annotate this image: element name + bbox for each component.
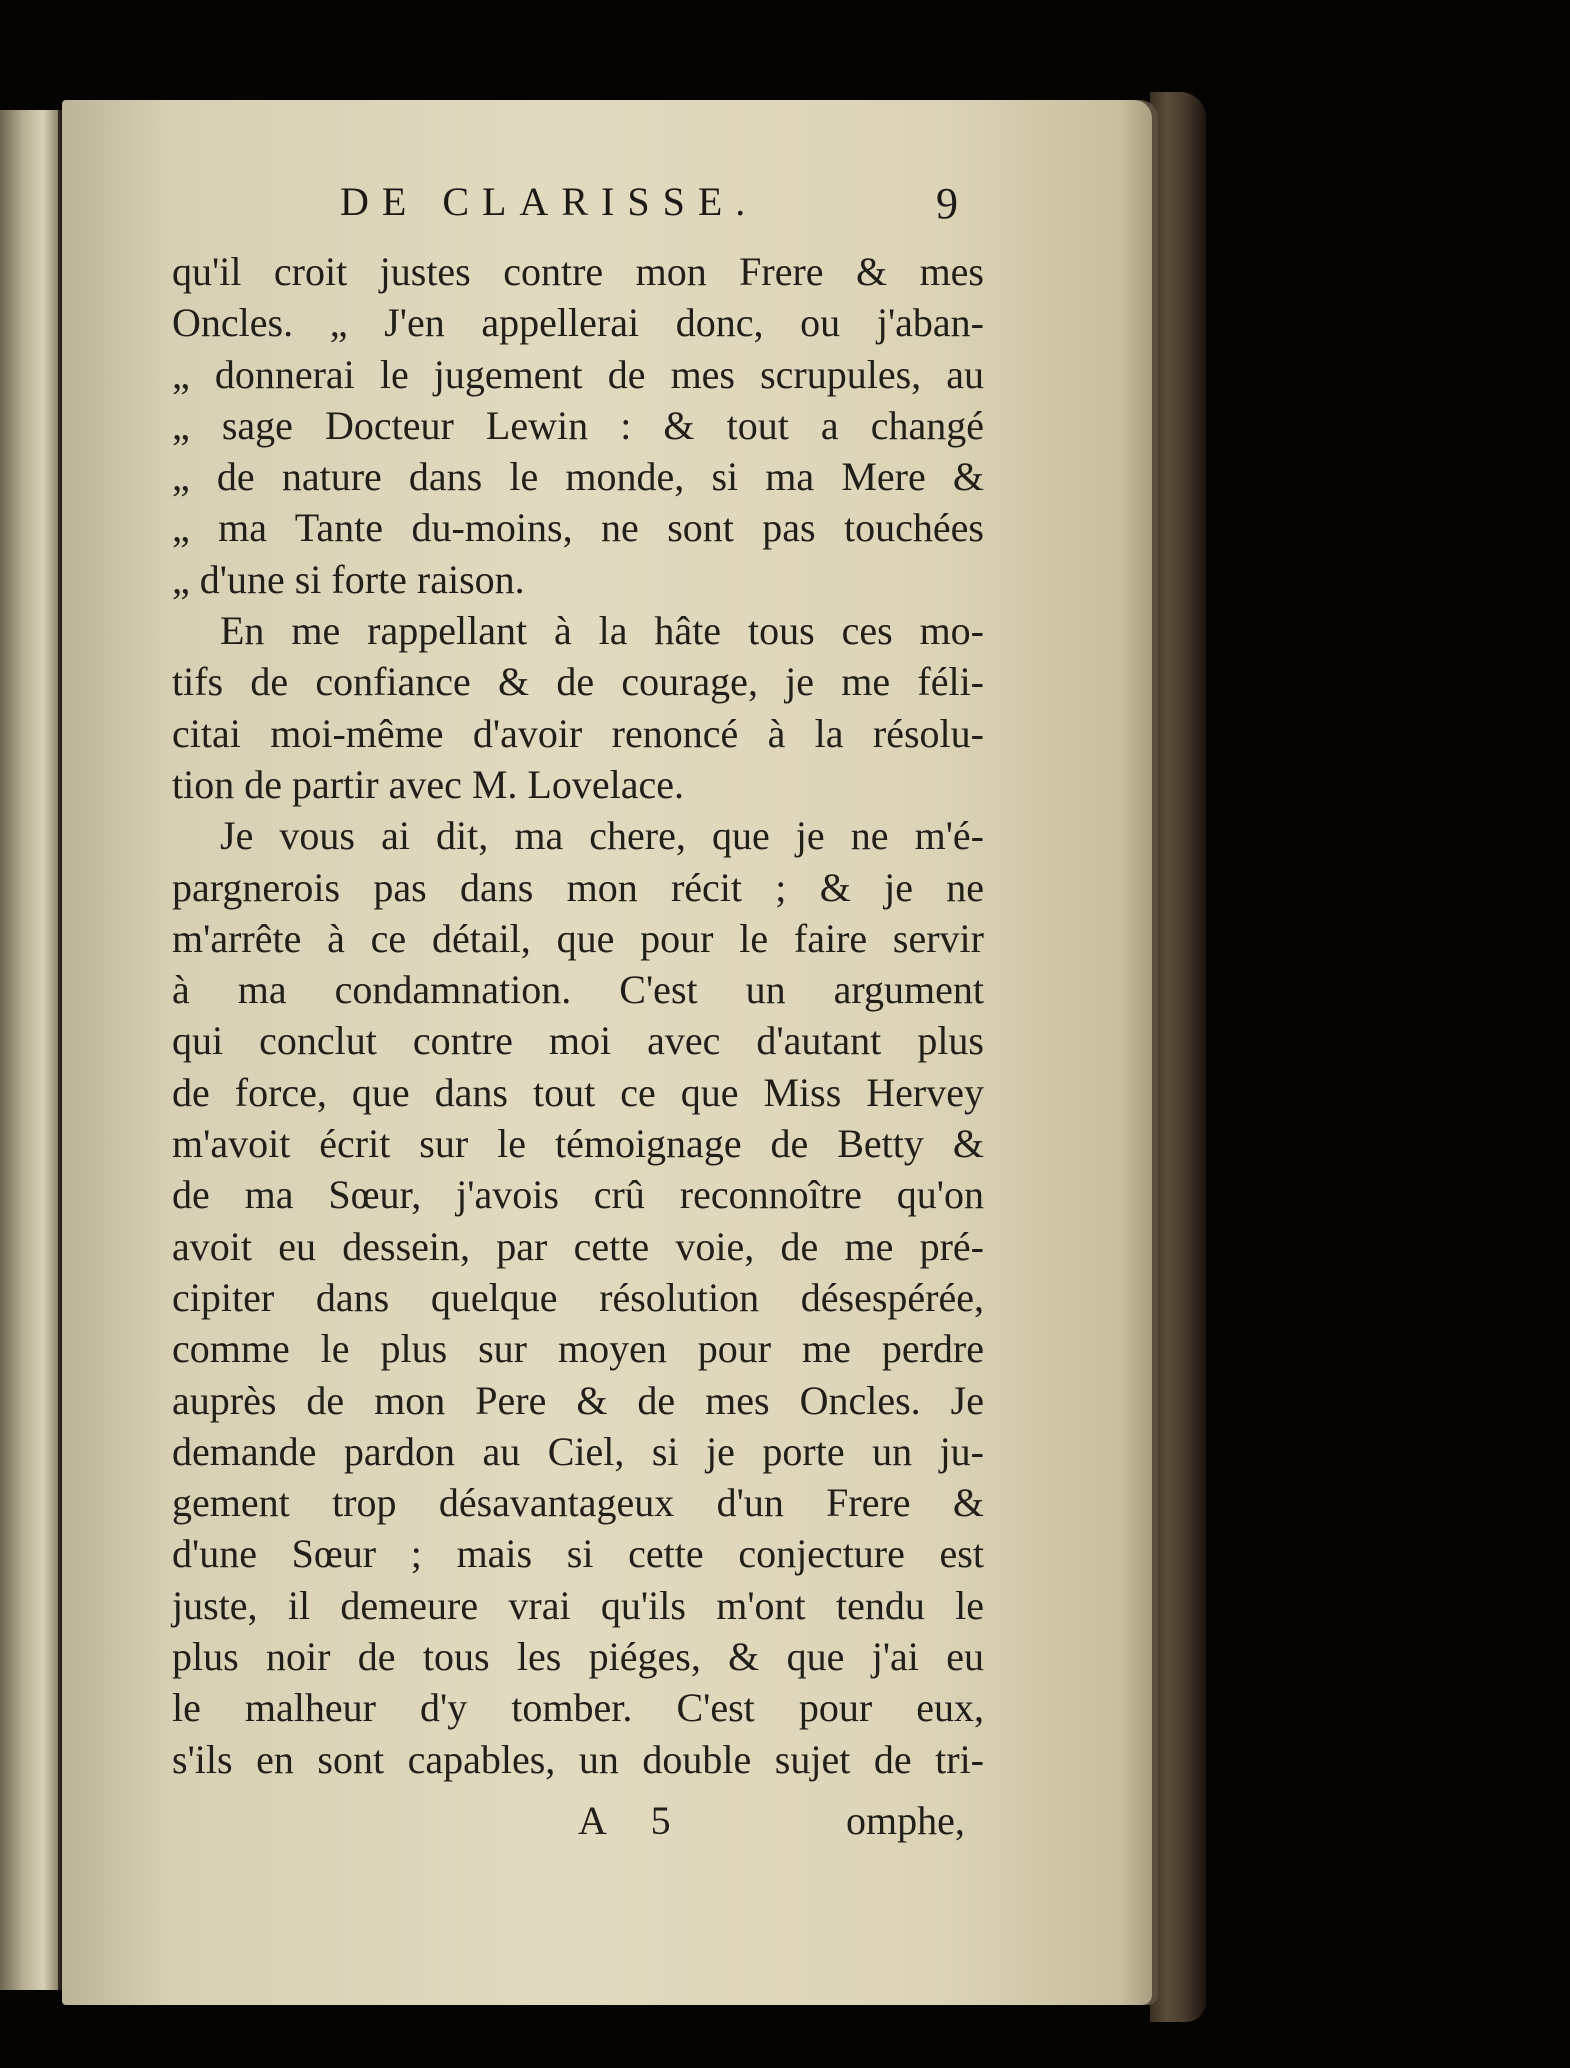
page-number: 9 [936,179,958,228]
text-line: Oncles. „ J'en appellerai donc, ou j'aban- [172,300,984,346]
text-line: „ sage Docteur Lewin : & tout a changé [172,402,984,448]
text-line: „ donnerai le jugement de mes scrupules, au [172,351,984,397]
text-line: „ ma Tante du-moins, ne sont pas touchées [172,505,984,551]
book-cover-edge [1150,92,1206,2022]
left-page-edge [0,110,61,1990]
text-line: de ma Sœur, j'avois crû reconnoître qu'on [172,1172,984,1218]
text-line: „ de nature dans le monde, si ma Mere & [172,454,984,500]
text-line: Je vous ai dit, ma chere, que je ne m'é- [220,813,984,859]
text-line: En me rappellant à la hâte tous ces mo- [220,608,984,654]
catchword: omphe, [846,1798,965,1843]
text-line: auprès de mon Pere & de mes Oncles. Je [172,1377,984,1423]
text-line: „ d'une si forte raison. [172,556,525,602]
text-line: qu'il croit justes contre mon Frere & mes [172,249,984,294]
text-line: avoit eu dessein, par cette voie, de me pré- [172,1223,984,1269]
text-line: m'avoit écrit sur le témoignage de Betty & [172,1121,984,1167]
text-line: comme le plus sur moyen pour me perdre [172,1326,984,1372]
text-line: de force, que dans tout ce que Miss Hervey [172,1069,984,1115]
text-line: juste, il demeure vrai qu'ils m'ont tendu le [172,1582,984,1628]
text-line: demande pardon au Ciel, si je porte un ju- [172,1428,984,1474]
text-line: pargnerois pas dans mon récit ; & je ne [172,864,984,910]
text-line: s'ils en sont capables, un double sujet de tri- [172,1736,984,1782]
text-line: d'une Sœur ; mais si cette conjecture est [172,1531,984,1577]
text-line: cipiter dans quelque résolution désespérée, [172,1274,984,1320]
page-footer [0,1797,1570,1849]
page-header [0,178,1570,238]
text-line: à ma condamnation. C'est un argument [172,967,984,1013]
text-line: le malheur d'y tomber. C'est pour eux, [172,1685,984,1731]
running-title: DE CLARISSE. [340,179,759,224]
text-line: tion de partir avec M. Lovelace. [172,761,684,807]
text-line: plus noir de tous les piéges, & que j'ai eu [172,1634,984,1680]
text-line: m'arrête à ce détail, que pour le faire servir [172,915,984,961]
text-line: gement trop désavantageux d'un Frere & [172,1480,984,1526]
text-line: tifs de confiance & de courage, je me féli- [172,659,984,705]
body-text [172,246,984,1785]
text-line: qui conclut contre moi avec d'autant plus [172,1018,984,1064]
signature-mark: A 5 [578,1798,689,1843]
text-line: citai moi-même d'avoir renoncé à la résolu- [172,710,984,756]
